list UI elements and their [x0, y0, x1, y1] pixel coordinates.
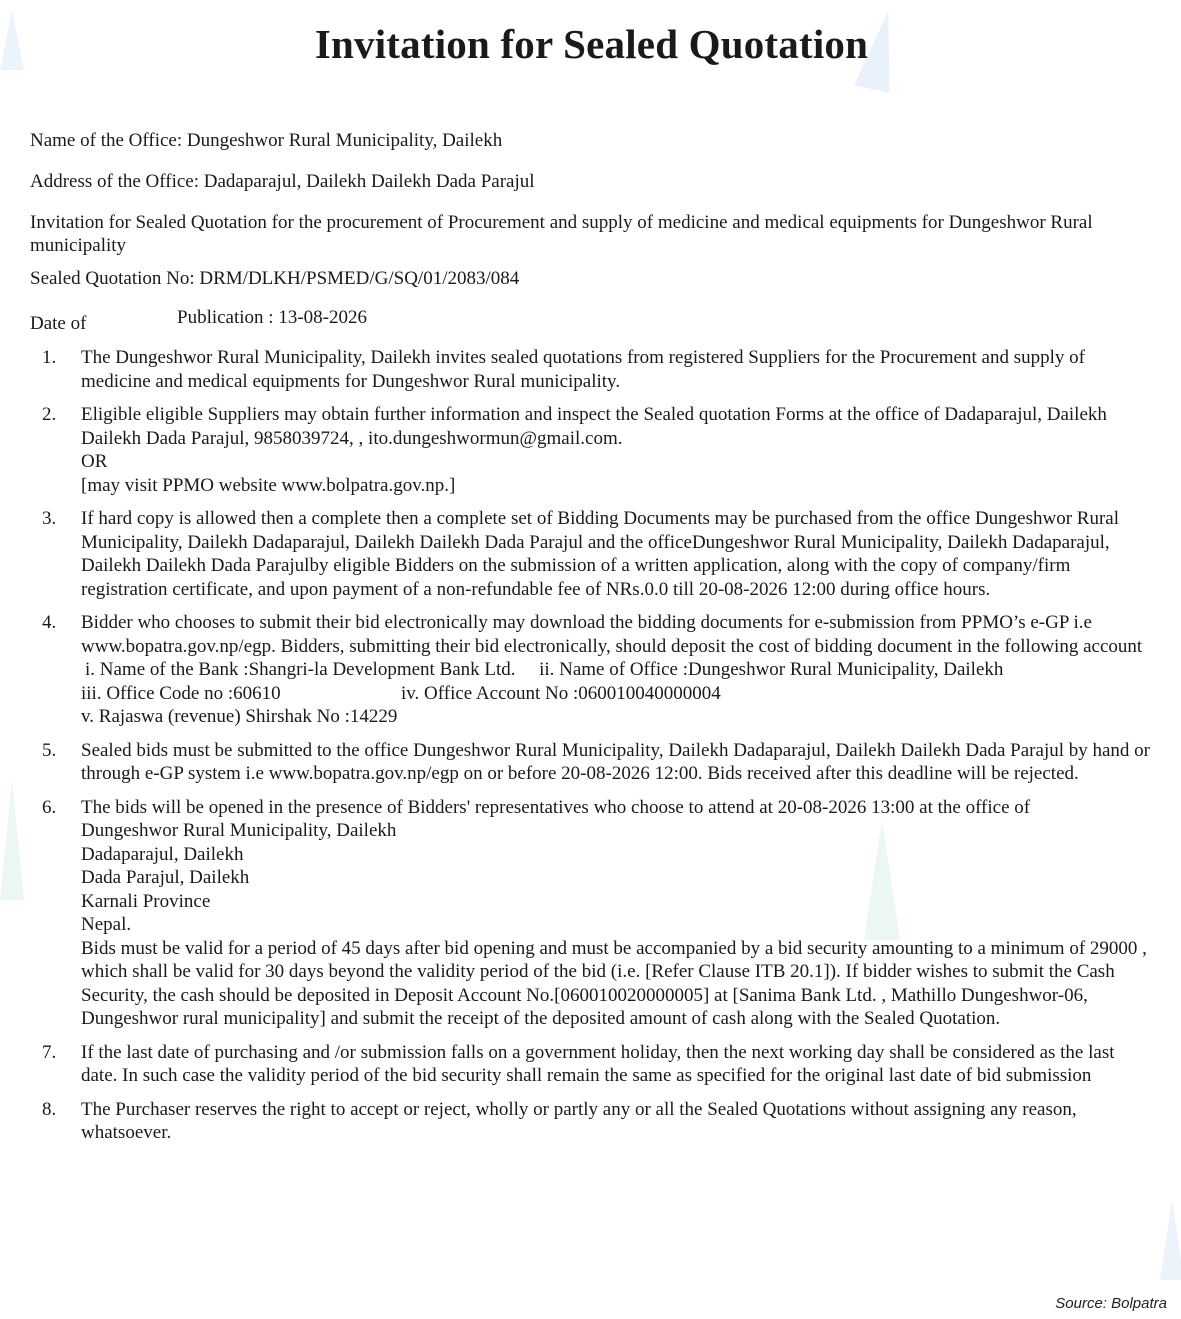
- bid-security-text: Bids must be valid for a period of 45 days after bid opening and must be accompanied by a bid security amounting to a minimum of 29000 , which shall be valid for 30 days beyond the validity period of the bid (i.e. [Refer Clause ITB 20.1]). If bidder wishes to submit the Cash Security, the cash should be deposited in Deposit Account No.[060010020000005] at [Sanima Bank Ltd. , Mathillo Dungeshwor-06, Dungeshwor rural municipality] and submit the receipt of the deposited amount of cash along with the Sealed Quotation.: [81, 937, 1147, 1029]
- quotation-number: Sealed Quotation No: DRM/DLKH/PSMED/G/SQ/01/2083/084: [30, 268, 520, 289]
- office-name: Name of the Office: Dungeshwor Rural Municipality, Dailekh: [30, 130, 503, 151]
- clause-text: If hard copy is allowed then a complete then a complete set of Bidding Documents may be purchased from the office Dungeshwor Rural Municipality, Dailekh Dadaparajul, Dailekh Dailekh Dada Parajul and the officeDungeshwor Rural Municipality, Dailekh Dadaparajul, Dailekh Dailekh Dada Parajulby eligible Bidders on the submission of a written application, along with the copy of company/firm registration certificate, and upon payment of a non-refundable fee of NRs.0.0 till 20-08-2026 12:00 during office hours.: [81, 508, 1120, 600]
- clause-list: [30, 346, 1153, 1145]
- publication-label: Publication : 13-08-2026: [177, 307, 367, 328]
- clause-item: [30, 1041, 1153, 1088]
- clause-text: Bidder who chooses to submit their bid electronically may download the bidding documents for e-submission from PPMO’s e-GP i.e www.bopatra.gov.np/egp. Bidders, submitting their bid electronically, should deposit the cost of bidding document in the following account: [81, 612, 1143, 657]
- clause-text: Sealed bids must be submitted to the office Dungeshwor Rural Municipality, Dailekh Dadaparajul, Dailekh Dailekh Dada Parajul by hand or through e-GP system i.e www.bopatra.gov.np/egp on or before 20-08-2026 12:00. Bids received after this deadline will be rejected.: [81, 739, 1151, 784]
- office-details: [30, 129, 1153, 332]
- invitation-statement: Invitation for Sealed Quotation for the procurement of Procurement and supply of medicine and medical equipments for Dungeshwor Rural municipality: [30, 212, 1093, 256]
- watermark-arrow-icon: [0, 780, 24, 900]
- clause-item: [30, 346, 1153, 393]
- clause-number: 1.: [42, 347, 57, 368]
- watermark-arrow-icon: [0, 10, 24, 70]
- watermark-arrow-icon: [1160, 1200, 1181, 1280]
- ppmo-website-note: [may visit PPMO website www.bolpatra.gov.np.]: [81, 474, 456, 496]
- clause-item: [30, 1098, 1153, 1145]
- clause-text: The Purchaser reserves the right to accept or reject, wholly or partly any or all the Sealed Quotations without assigning any reason, whatsoever.: [81, 1098, 1077, 1143]
- clause-number: 3.: [42, 508, 57, 529]
- publication-date: [30, 306, 1153, 332]
- clause-number: 7.: [42, 1041, 57, 1063]
- clause-or: OR: [81, 451, 108, 472]
- clause-number: 5.: [42, 739, 57, 761]
- clause-text: If the last date of purchasing and /or submission falls on a government holiday, then the next working day shall be considered as the last date. In such case the validity period of the bid security shall remain the same as specified for the original last date of bid submission: [81, 1041, 1115, 1086]
- clause-number: 6.: [42, 796, 57, 818]
- clause-number: 2.: [42, 404, 57, 425]
- clause-text: The Dungeshwor Rural Municipality, Dailekh invites sealed quotations from registered Suppliers for the Procurement and supply of medicine and medical equipments for Dungeshwor Rural municipality.: [81, 347, 1085, 392]
- source-credit: Source: Bolpatra: [1055, 1295, 1167, 1312]
- clause-item: [30, 796, 1153, 1031]
- clause-item: [30, 611, 1153, 729]
- clause-text: Eligible eligible Suppliers may obtain further information and inspect the Sealed quotation Forms at the office of Dadaparajul, Dailekh Dailekh Dada Parajul, 9858039724, , ito.dungeshwormun@gmail.com.: [81, 404, 1107, 449]
- rajaswa-code: v. Rajaswa (revenue) Shirshak No :14229: [81, 706, 398, 727]
- bank-name: i. Name of the Bank :Shangri-la Development Bank Ltd.: [85, 659, 516, 680]
- opening-address-line: Dada Parajul, Dailekh: [81, 867, 250, 888]
- clause-text: The bids will be opened in the presence of Bidders' representatives who choose to attend at 20-08-2026 13:00 at the office of: [81, 796, 1031, 818]
- clause-number: 8.: [42, 1098, 57, 1120]
- opening-address-line: Dungeshwor Rural Municipality, Dailekh: [81, 820, 397, 841]
- account-row: [81, 682, 1153, 706]
- office-account: iv. Office Account No :060010040000004: [401, 682, 721, 704]
- page-title: Invitation for Sealed Quotation: [314, 21, 869, 67]
- date-label: Date of: [30, 313, 87, 334]
- opening-address-line: Karnali Province: [81, 890, 211, 912]
- clause-number: 4.: [42, 612, 57, 633]
- opening-address-line: Nepal.: [81, 914, 132, 935]
- office-address: Address of the Office: Dadaparajul, Dailekh Dailekh Dada Parajul: [30, 171, 535, 192]
- office-code: iii. Office Code no :60610: [81, 682, 281, 704]
- account-row: [81, 658, 1153, 682]
- opening-address-line: Dadaparajul, Dailekh: [81, 843, 244, 865]
- clause-item: [30, 507, 1153, 601]
- account-office-name: ii. Name of Office :Dungeshwor Rural Municipality, Dailekh: [539, 659, 1004, 680]
- clause-item: [30, 739, 1153, 786]
- clause-item: [30, 403, 1153, 497]
